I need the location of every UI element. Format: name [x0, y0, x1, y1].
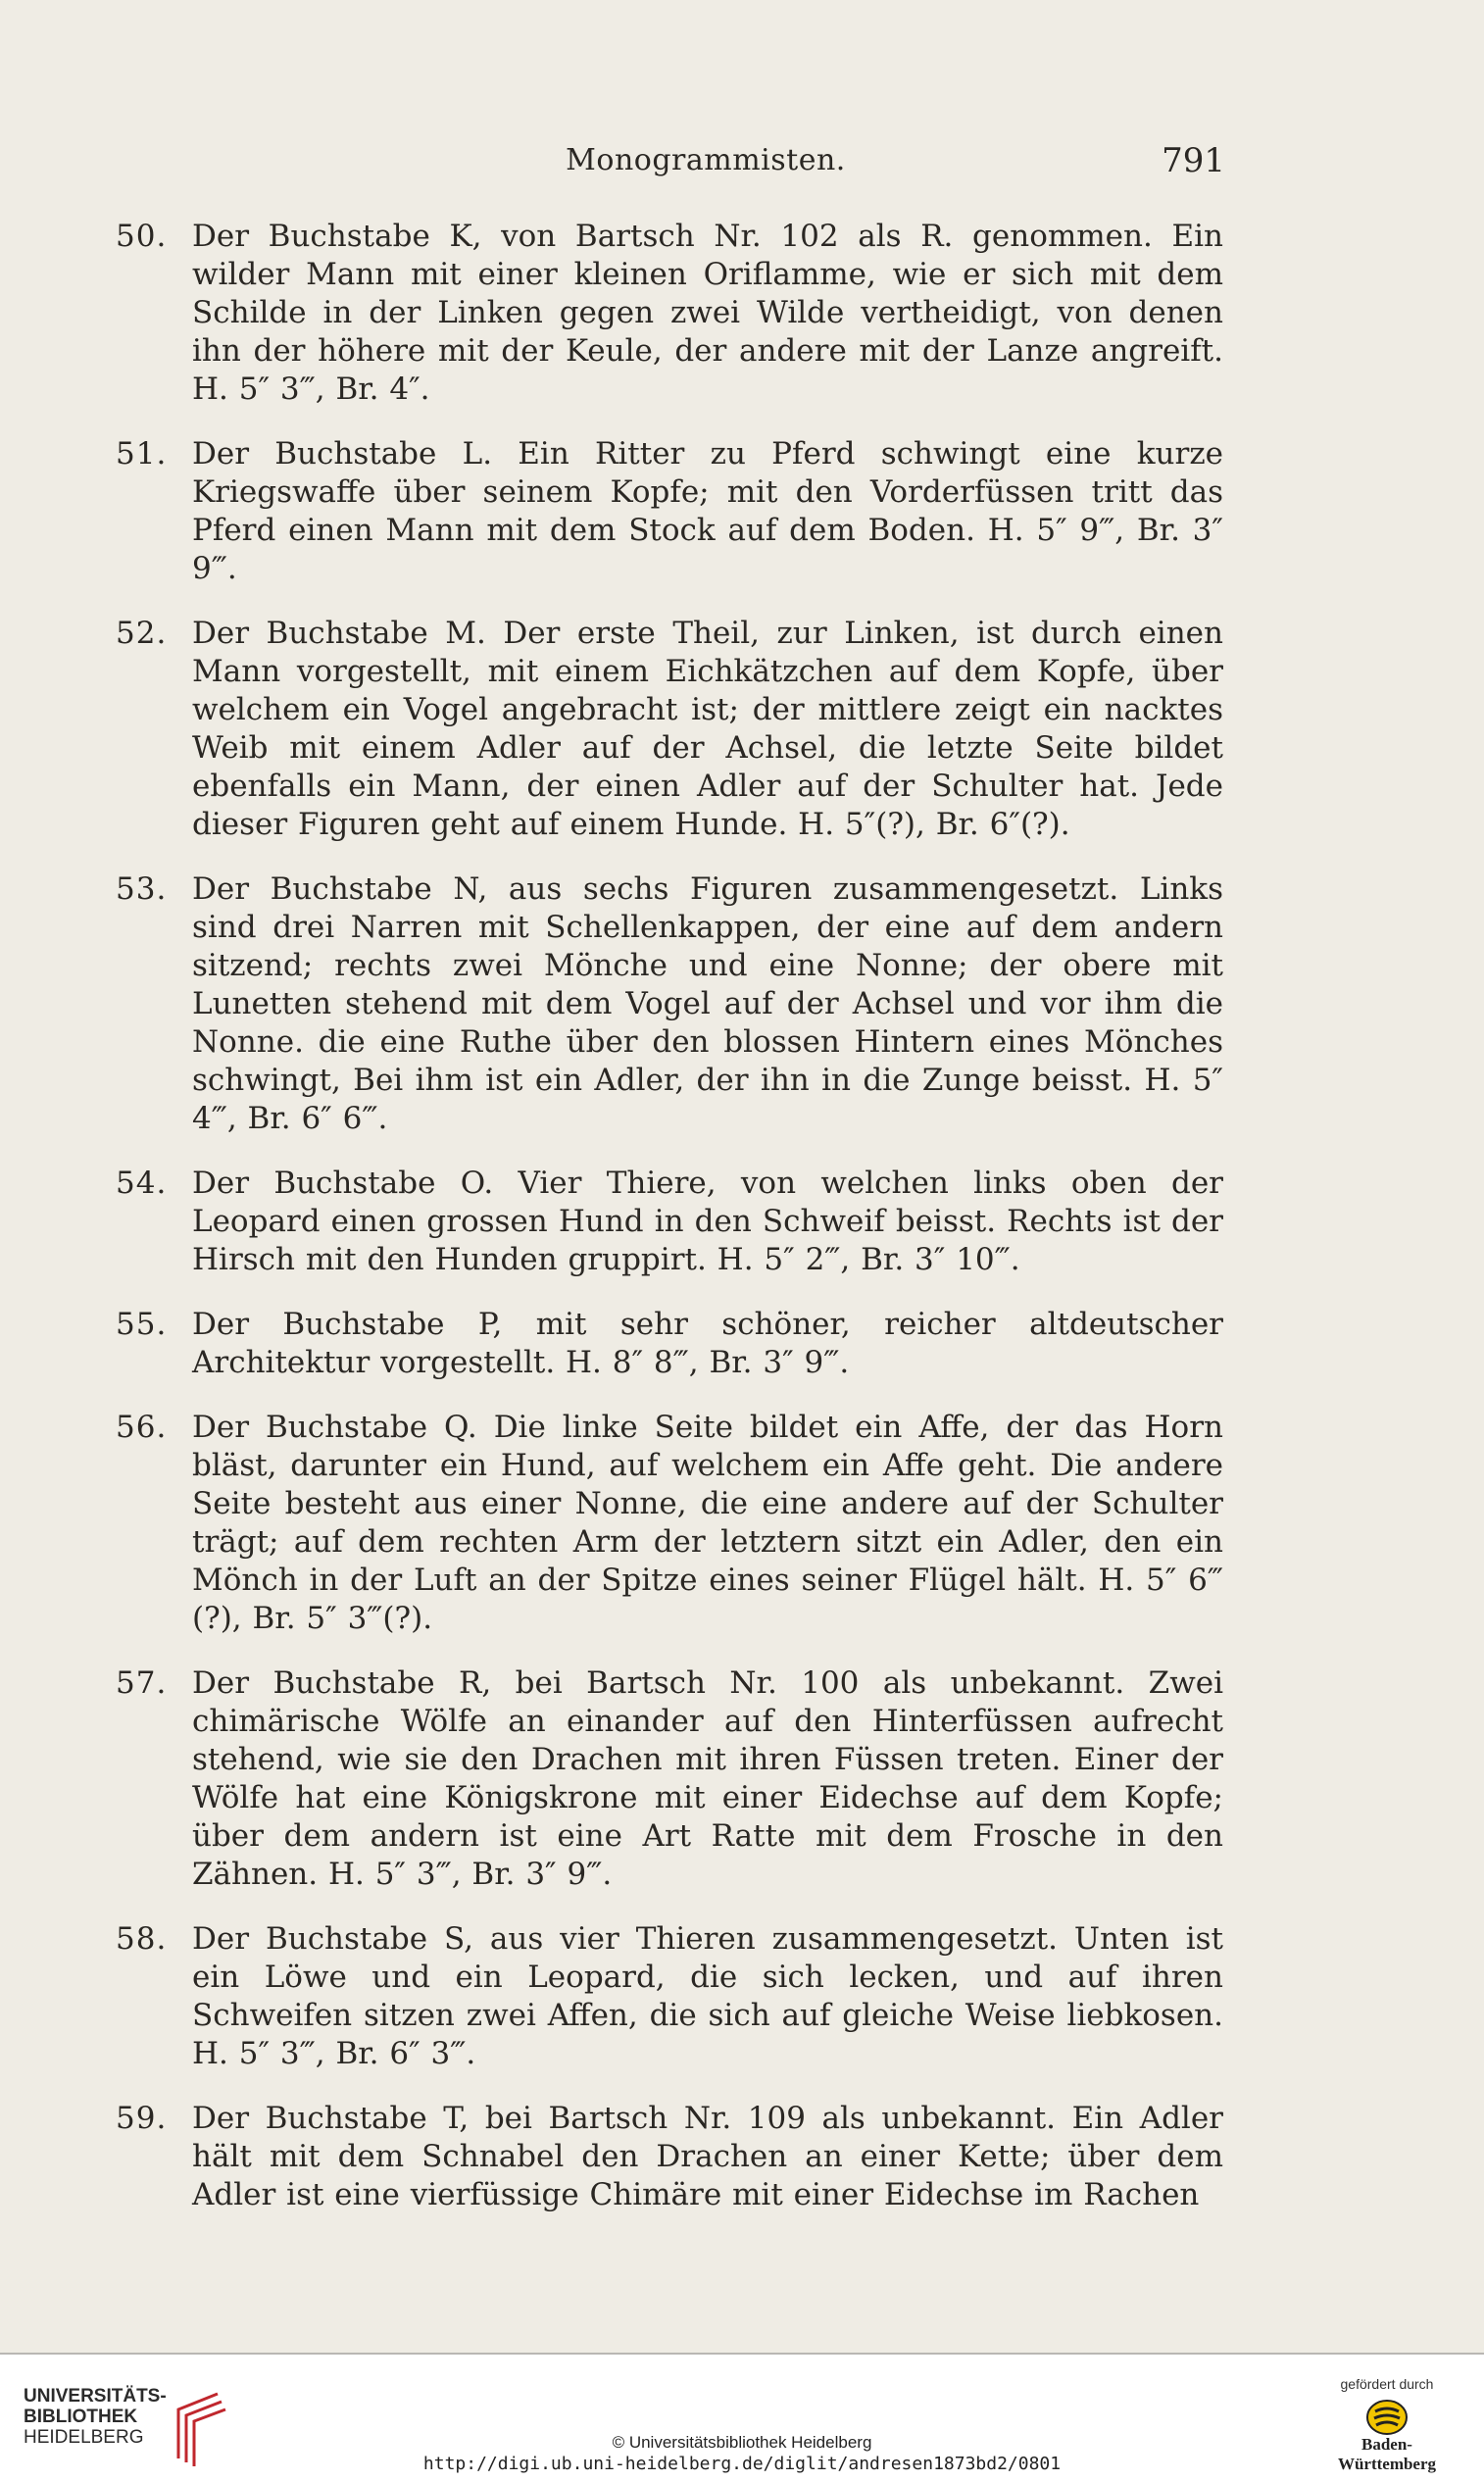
entry-52 [116, 615, 1223, 844]
entry-number: 51. [116, 436, 168, 472]
library-name-line1: UNIVERSITÄTS- [24, 2386, 167, 2407]
entry-text: Der Buchstabe S, aus vier Thieren zusammengesetzt. Unten ist ein Löwe und ein Leopard, die sich lecken, und auf ihren Schweifen sitzen zwei Affen, die sich auf gleiche Weise liebkosen. H. 5″ 3‴, Br. 6″ 3‴. [192, 1921, 1223, 2071]
entry-number: 54. [116, 1166, 168, 1201]
entry-text: Der Buchstabe N, aus sechs Figuren zusammengesetzt. Links sind drei Narren mit Schellenkappen, der eine auf dem andern sitzend; rechts zwei Mönche und eine Nonne; der obere mit Lunetten stehend mit dem Vogel auf der Achsel und vor ihm die Nonne. die eine Ruthe über den blossen Hintern eines Mönches schwingt, Bei ihm ist ein Adler, der ihn in die Zunge beisst. H. 5″ 4‴, Br. 6″ 6‴. [192, 871, 1223, 1136]
entry-59 [116, 2100, 1223, 2214]
entry-54 [116, 1165, 1223, 1279]
entry-text: Der Buchstabe L. Ein Ritter zu Pferd schwingt eine kurze Kriegswaffe über seinem Kopfe; mit den Vorderfüssen tritt das Pferd einen Mann mit dem Stock auf dem Boden. H. 5″ 9‴, Br. 3″ 9‴. [192, 436, 1223, 586]
entry-text: Der Buchstabe T, bei Bartsch Nr. 109 als unbekannt. Ein Adler hält mit dem Schnabel den Drachen an einer Kette; über dem Adler ist eine vierfüssige Chimäre mit einer Eidechse im Rachen [192, 2101, 1223, 2212]
entry-number: 59. [116, 2101, 168, 2136]
entry-number: 57. [116, 1665, 168, 1701]
page-header [186, 135, 1225, 184]
entry-text: Der Buchstabe Q. Die linke Seite bildet ein Affe, der das Horn bläst, darunter ein Hund, auf welchem ein Affe geht. Die andere Seite besteht aus einer Nonne, die eine andere auf der Schulter trägt; auf dem rechten Arm der letztern sitzt ein Adler, den ein Mönch in der Luft an der Spitze eines seiner Flügel hält. H. 5″ 6‴(?), Br. 5″ 3‴(?). [192, 1410, 1223, 1636]
copyright-notice: © Universitätsbibliothek Heidelberg [612, 2433, 872, 2452]
sponsor-name: Baden-Württemberg [1337, 2435, 1437, 2473]
entry-50 [116, 218, 1223, 409]
entry-58 [116, 1920, 1223, 2073]
entry-text: Der Buchstabe K, von Bartsch Nr. 102 als R. genommen. Ein wilder Mann mit einer kleinen Oriflamme, wie er sich mit dem Schilde in der Linken gegen zwei Wilde vertheidigt, von denen ihn der höhere mit der Keule, der andere mit der Lanze angreift. H. 5″ 3‴, Br. 4″. [192, 219, 1223, 407]
entry-53 [116, 870, 1223, 1138]
running-title: Monogrammisten. [566, 143, 846, 177]
entry-number: 56. [116, 1410, 168, 1445]
page-number: 791 [1162, 141, 1225, 180]
entry-55 [116, 1306, 1223, 1382]
catalogue-entries [116, 218, 1223, 2241]
entry-number: 58. [116, 1921, 168, 1957]
library-name-line2: BIBLIOTHEK [24, 2407, 138, 2427]
permalink[interactable]: http://digi.ub.uni-heidelberg.de/diglit/andresen1873bd2/0801 [422, 2454, 1062, 2474]
entry-51 [116, 435, 1223, 588]
entry-57 [116, 1664, 1223, 1894]
entry-number: 53. [116, 871, 168, 907]
entry-number: 50. [116, 219, 168, 254]
sponsor[interactable] [1313, 2376, 1460, 2474]
entry-text: Der Buchstabe M. Der erste Theil, zur Linken, ist durch einen Mann vorgestellt, mit einem Eichkätzchen auf dem Kopfe, über welchem ein Vogel angebracht ist; der mittlere zeigt ein nacktes Weib mit einem Adler auf der Achsel, die letzte Seite bildet ebenfalls ein Mann, der einen Adler auf der Schulter hat. Jede dieser Figuren geht auf einem Hunde. H. 5″(?), Br. 6″(?). [192, 616, 1223, 842]
state-crest-icon [1364, 2398, 1410, 2437]
footer [0, 2353, 1484, 2482]
entry-text: Der Buchstabe P, mit sehr schöner, reicher altdeutscher Architektur vorgestellt. H. 8″ 8‴, Br. 3″ 9‴. [192, 1307, 1223, 1380]
library-logo[interactable] [24, 2386, 220, 2464]
entry-number: 52. [116, 616, 168, 651]
sponsor-label: gefördert durch [1340, 2376, 1434, 2392]
entry-text: Der Buchstabe O. Vier Thiere, von welchen links oben der Leopard einen grossen Hund in den Schweif beisst. Rechts ist der Hirsch mit den Hunden gruppirt. H. 5″ 2‴, Br. 3″ 10‴. [192, 1166, 1223, 1277]
entry-number: 55. [116, 1307, 168, 1342]
entry-text: Der Buchstabe R, bei Bartsch Nr. 100 als unbekannt. Zwei chimärische Wölfe an einander auf den Hinterfüssen aufrecht stehend, wie sie den Drachen mit ihren Füssen treten. Einer der Wölfe hat eine Königskrone mit einer Eidechse auf dem Kopfe; über dem andern ist eine Art Ratte mit dem Frosche in den Zähnen. H. 5″ 3‴, Br. 3″ 9‴. [192, 1665, 1223, 1892]
library-name-line3: HEIDELBERG [24, 2427, 144, 2448]
entry-56 [116, 1409, 1223, 1638]
